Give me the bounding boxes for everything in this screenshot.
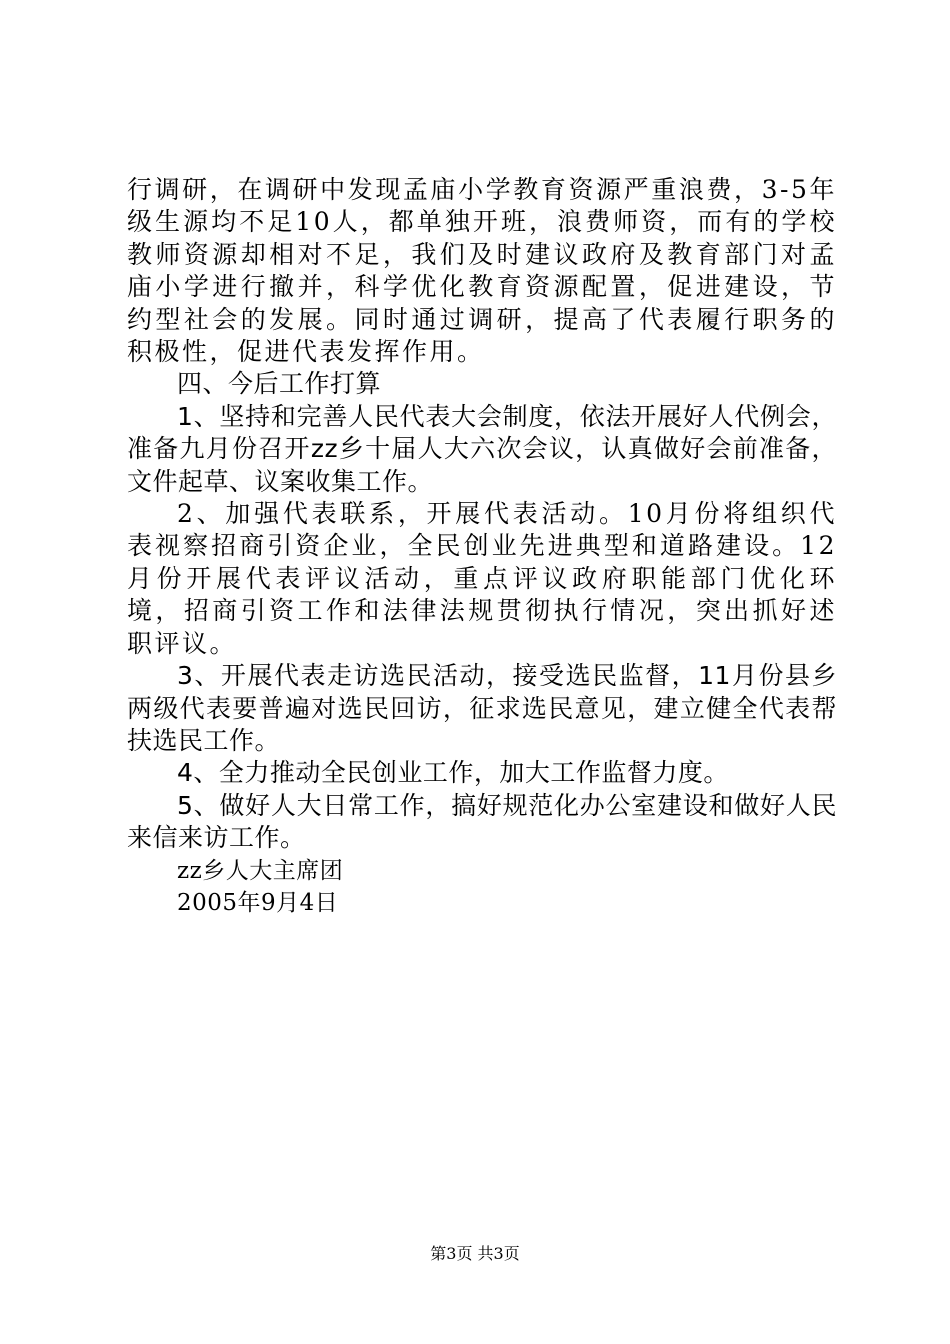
- plan-item-1: 1、坚持和完善人民代表大会制度，依法开展好人代例会，准备九月份召开zz乡十届人大六次会议，认真做好会前准备，文件起草、议案收集工作。: [127, 401, 837, 496]
- plan-item-4: 4、全力推动全民创业工作，加大工作监督力度。: [177, 758, 729, 788]
- signature-organization: zz乡人大主席团: [177, 857, 344, 884]
- plan-item-2: 2、加强代表联系，开展代表活动。10月份将组织代表视察招商引资企业，全民创业先进典型和道路建设。12月份开展代表评议活动，重点评议政府职能部门优化环境，招商引资工作和法律法规贯彻执行情况，突出抓好述职评议。: [127, 499, 837, 658]
- plan-item-5: 5、做好人大日常工作，搞好规范化办公室建设和做好人民来信来访工作。: [127, 790, 837, 853]
- document-body: [127, 174, 837, 919]
- signature-date: 2005年9月4日: [177, 889, 339, 916]
- paragraph-continuation: 行调研，在调研中发现孟庙小学教育资源严重浪费，3-5年级生源均不足10人，都单独开班，浪费师资，而有的学校教师资源却相对不足，我们及时建议政府及教育部门对孟庙小学进行撤并，科学优化教育资源配置，促进建设，节约型社会的发展。同时通过调研，提高了代表履行职务的积极性，促进代表发挥作用。: [127, 175, 837, 367]
- page-footer: 第3页 共3页: [430, 1244, 520, 1263]
- plan-item-3: 3、开展代表走访选民活动，接受选民监督，11月份县乡两级代表要普遍对选民回访，征求选民意见，建立健全代表帮扶选民工作。: [127, 661, 837, 755]
- section-heading: 四、今后工作打算: [177, 369, 382, 399]
